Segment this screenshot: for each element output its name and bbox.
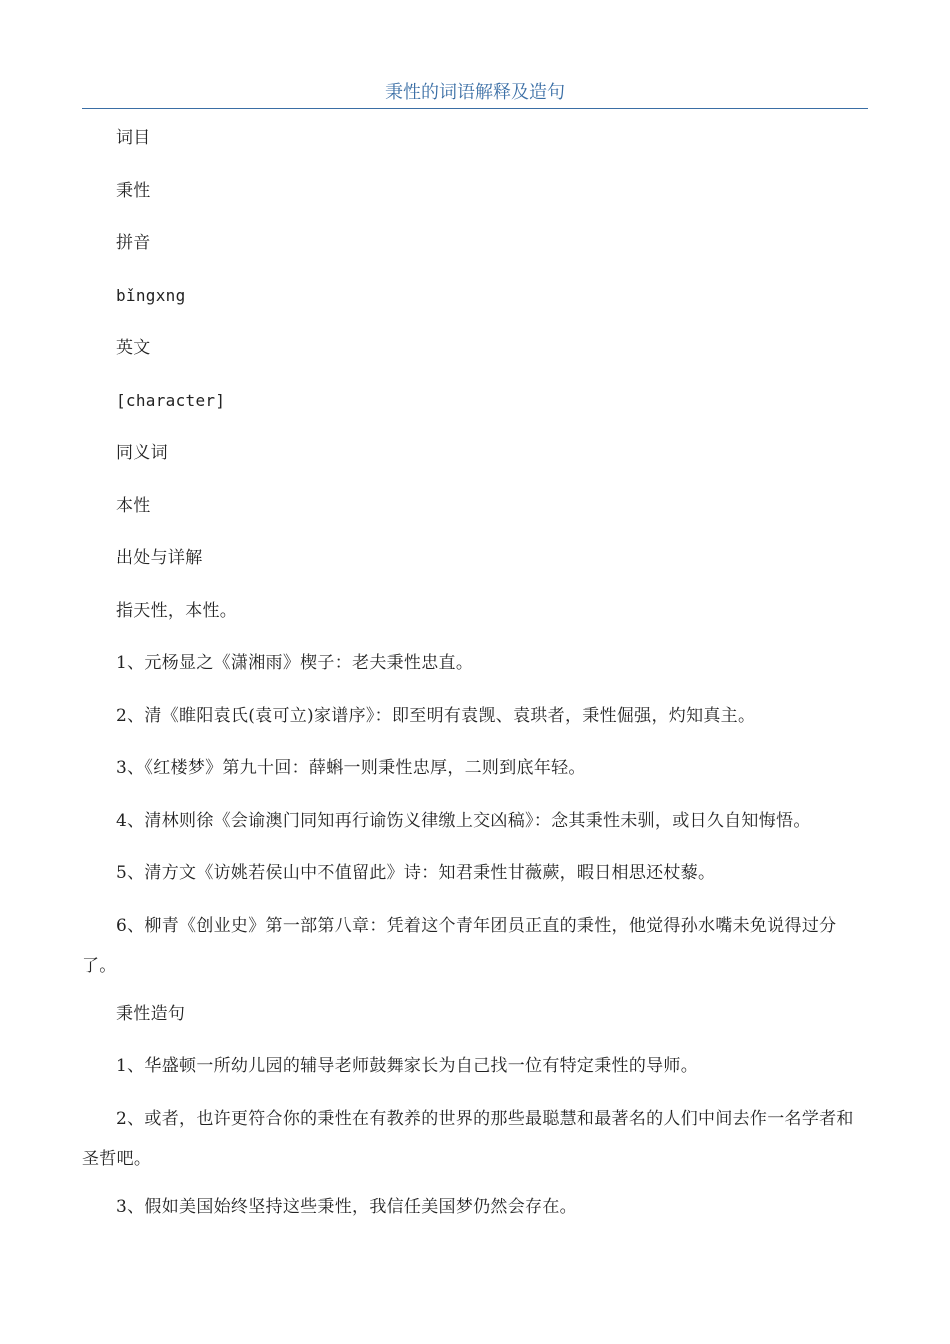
paragraph: 词目 (116, 128, 151, 148)
paragraph: 英文 (116, 338, 151, 358)
paragraph: 6、柳青《创业史》第一部第八章：凭着这个青年团员正直的秉性，他觉得孙水嘴未免说得过分了。 (82, 915, 837, 976)
document-body (82, 124, 868, 1245)
paragraph: 指天性，本性。 (116, 600, 238, 621)
paragraph: 2、清《睢阳袁氏(袁可立)家谱序》：即至明有袁觊、袁珙者，秉性倔强，灼知真主。 (116, 705, 756, 726)
paragraph: 1、华盛顿一所幼儿园的辅导老师鼓舞家长为自己找一位有特定秉性的导师。 (116, 1056, 699, 1076)
paragraph: 同义词 (116, 443, 168, 463)
paragraph: 5、清方文《访姚若侯山中不值留此》诗：知君秉性甘薇蕨，暇日相思还杖藜。 (116, 863, 716, 883)
paragraph: 3、《红楼梦》第九十回：薛蝌一则秉性忠厚，二则到底年轻。 (116, 758, 586, 778)
paragraph: bǐngxng (116, 285, 186, 305)
paragraph: 出处与详解 (116, 548, 203, 568)
document-title: 秉性的词语解释及造句 (385, 82, 565, 103)
paragraph: 秉性造句 (116, 1003, 186, 1024)
title-underline (82, 108, 868, 109)
paragraph: 拼音 (116, 233, 151, 253)
paragraph: 1、元杨显之《潇湘雨》楔子：老夫秉性忠直。 (116, 653, 474, 673)
paragraph: 4、清林则徐《会谕澳门同知再行谕饬义律缴上交凶稿》：念其秉性未驯，或日久自知悔悟。 (116, 810, 811, 831)
paragraph: [character] (116, 390, 226, 410)
paragraph: 秉性 (116, 180, 151, 201)
paragraph: 2、或者，也许更符合你的秉性在有教养的世界的那些最聪慧和最著名的人们中间去作一名学者和圣哲吧。 (82, 1108, 854, 1169)
paragraph: 本性 (116, 495, 151, 516)
paragraph: 3、假如美国始终坚持这些秉性，我信任美国梦仍然会存在。 (116, 1196, 577, 1217)
